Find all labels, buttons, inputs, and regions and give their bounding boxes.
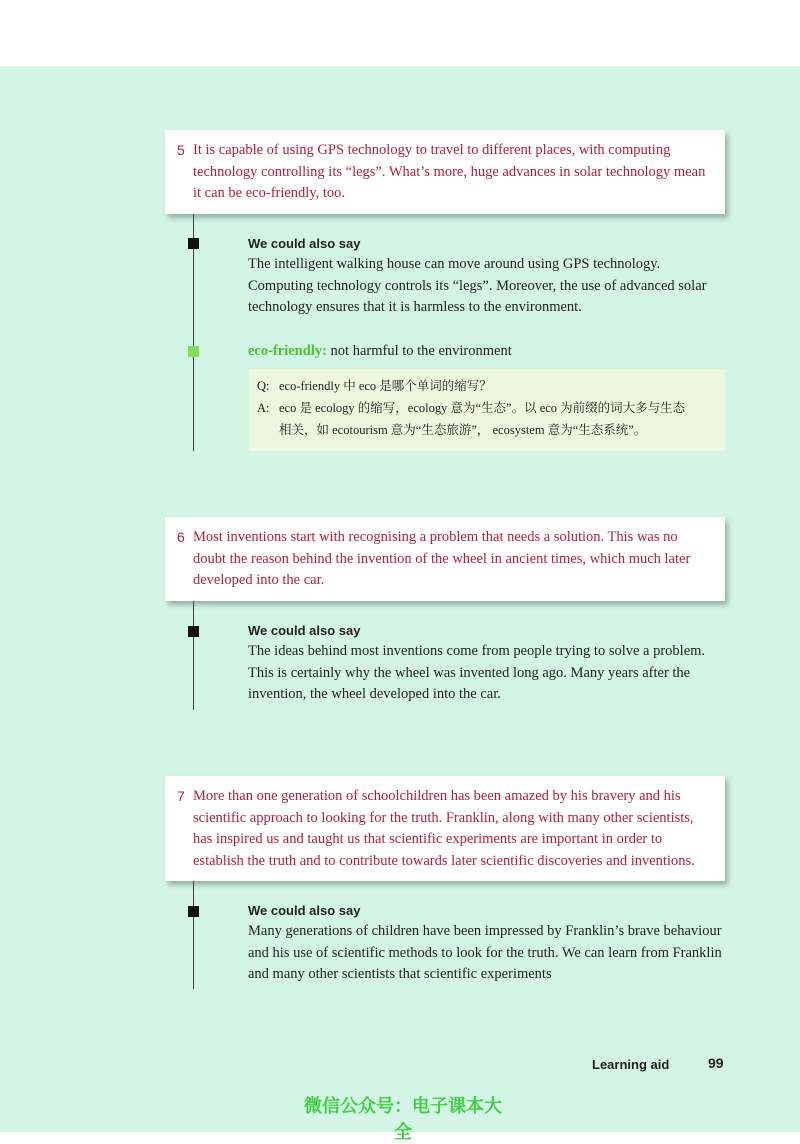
we-could-also-say-heading: We could also say: [248, 236, 361, 251]
quote-card-7: [165, 776, 725, 881]
vocab-bullet-icon: [188, 346, 199, 357]
answer-text-line-2: 相关，如 ecotourism 意为“生态旅游”， ecosystem 意为“生态系统”。: [279, 423, 647, 437]
section-number: 7: [177, 788, 185, 804]
timeline-line: [193, 881, 194, 989]
answer-row: [257, 397, 717, 419]
footer-label: Learning aid: [592, 1057, 670, 1072]
we-could-also-say-heading: We could also say: [248, 903, 361, 918]
watermark-text: 微信公众号：电子课本大全: [304, 1096, 502, 1143]
vocab-entry: [248, 343, 512, 360]
original-quote: Most inventions start with recognising a problem that needs a solution. This was no doubt the reason behind the invention of the wheel in ancient times, which much later developed into the car.: [193, 529, 691, 588]
bullet-square-icon: [188, 238, 199, 249]
section-number: 6: [177, 529, 185, 545]
bullet-square-icon: [188, 626, 199, 637]
answer-text-line-1: eco 是 ecology 的缩写，ecology 意为“生态”。以 eco 为前缀的词大多与生态: [279, 401, 686, 415]
question-label: Q:: [257, 379, 270, 393]
qa-box: [249, 369, 725, 451]
vocab-term: eco-friendly:: [248, 343, 327, 359]
vocab-definition: not harmful to the environment: [326, 343, 512, 359]
quote-card-5: [165, 130, 725, 214]
question-row: [257, 375, 717, 397]
quote-card-6: [165, 517, 725, 601]
original-quote: It is capable of using GPS technology to travel to different places, with computing technology controlling its “legs”. What’s more, huge advances in solar technology mean it can be eco-friendly, too.: [193, 142, 706, 201]
we-could-also-say-heading: We could also say: [248, 623, 361, 638]
bullet-square-icon: [188, 906, 199, 917]
page-number: 99: [708, 1055, 724, 1071]
paraphrase-text: The ideas behind most inventions come from people trying to solve a problem. This is certainly why the wheel was invented long ago. Many years after the invention, the wheel developed into the car.: [248, 643, 706, 702]
question-text: eco-friendly 中 eco 是哪个单词的缩写？: [279, 379, 492, 393]
section-number: 5: [177, 142, 185, 158]
paraphrase-text: The intelligent walking house can move around using GPS technology. Computing technology controls its “legs”. Moreover, the use of advanced solar technology ensures that it is harmless to the environment.: [248, 256, 707, 315]
paraphrase-text: Many generations of children have been impressed by Franklin’s brave behaviour and his use of scientific methods to look for the truth. We can learn from Franklin and many other scientists that scientific experiments: [248, 923, 722, 982]
original-quote: More than one generation of schoolchildren has been amazed by his bravery and his scientific approach to looking for the truth. Franklin, along with many other scientists, has inspired us and taught us that scientific experiments are important in order to establish the truth and to contribute towards later scientific discoveries and inventions.: [193, 788, 695, 869]
timeline-line: [193, 601, 194, 710]
answer-label: A:: [257, 401, 270, 415]
timeline-line: [193, 214, 194, 451]
